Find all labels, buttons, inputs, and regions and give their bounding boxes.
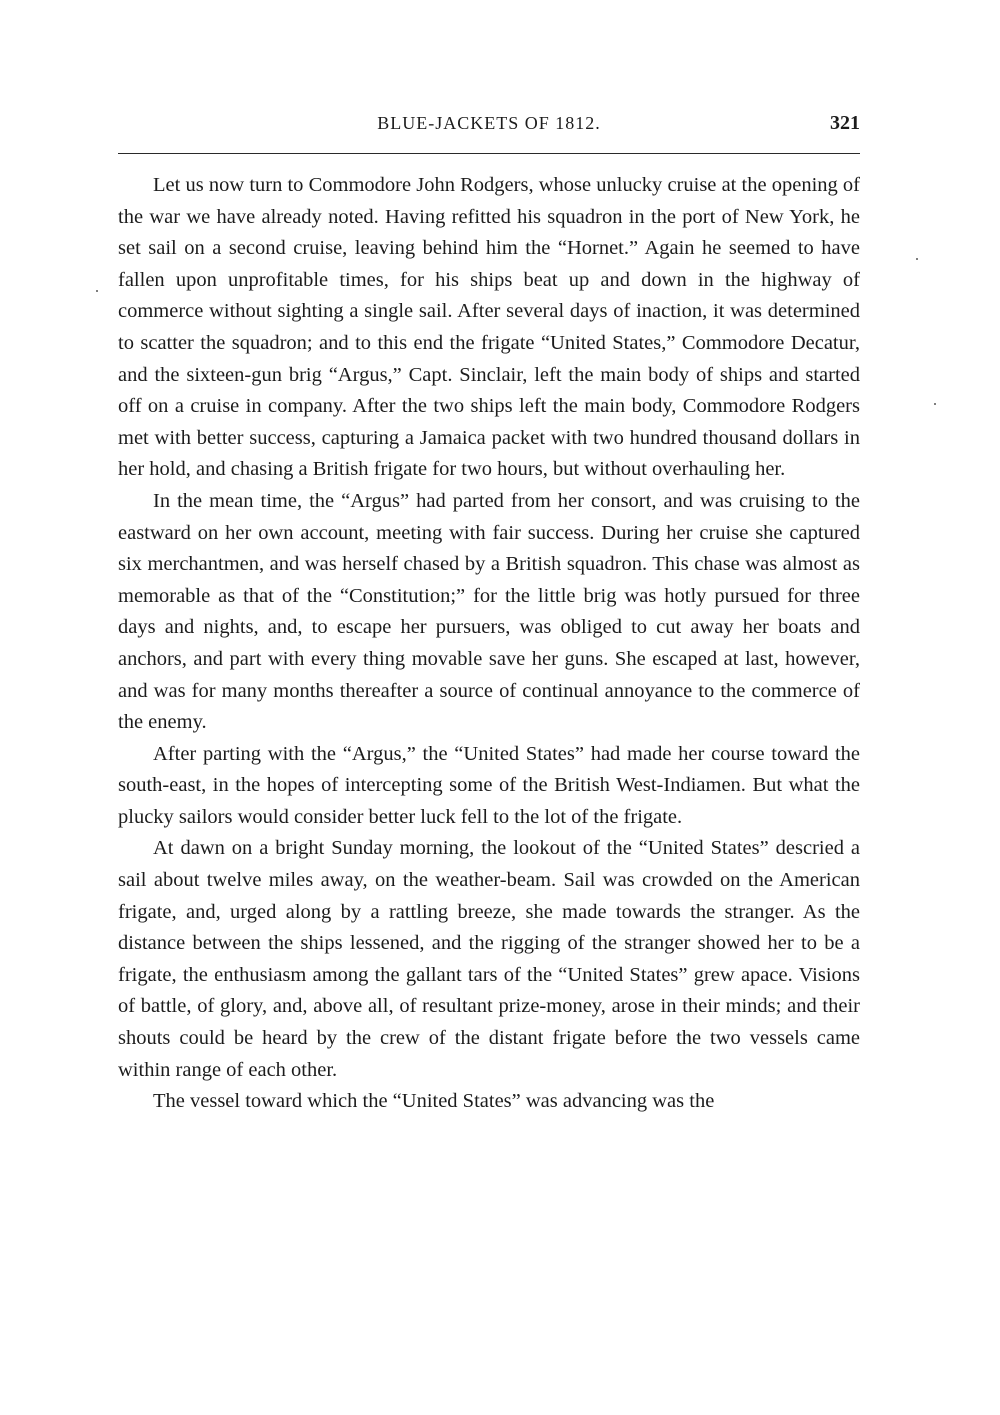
print-speck [96,290,98,292]
page-header [118,108,860,138]
print-speck [934,403,936,405]
paragraph: After parting with the “Argus,” the “United States” had made her course toward the south-east, in the hopes of intercepting some of the British West-Indiamen. But what the plucky sailors would consider better luck fell to the lot of the frigate. [118,742,860,828]
body-text [118,170,860,1118]
page-number: 321 [830,112,860,134]
print-speck [916,258,918,260]
paragraph: At dawn on a bright Sunday morning, the lookout of the “United States” descried a sail about twelve miles away, on the weather-beam. Sail was crowded on the American frigate, and, urged along by a rattling breeze, she made towards the stranger. As the distance between the ships lessened, and the rigging of the stranger showed her to be a frigate, the enthusiasm among the gallant tars of the “United States” grew apace. Visions of battle, of glory, and, above all, of resultant prize-money, arose in their minds; and their shouts could be heard by the crew of the distant frigate before the two vessels came within range of each other. [118,837,860,1081]
paragraph: Let us now turn to Commodore John Rodgers, whose unlucky cruise at the opening of the war we have already noted. Having refitted his squadron in the port of New York, he set sail on a second cruise, leaving behind him the “Hornet.” Again he seemed to have fallen upon unprofitable times, for his ships beat up and down in the highway of commerce without sighting a single sail. After several days of inaction, it was determined to scatter the squadron; and to this end the frigate “United States,” Commodore Decatur, and the sixteen-gun brig “Argus,” Capt. Sinclair, left the main body of ships and started off on a cruise in company. After the two ships left the main body, Commodore Rodgers met with better success, capturing a Jamaica packet with two hundred thousand dollars in her hold, and chasing a British frigate for two hours, but without overhauling her. [118,174,860,481]
paragraph: The vessel toward which the “United States” was advancing was the [153,1090,715,1113]
header-rule [118,153,860,154]
running-title: BLUE-JACKETS OF 1812. [377,113,601,133]
paragraph: In the mean time, the “Argus” had parted from her consort, and was cruising to the eastward on her own account, meeting with fair success. During her cruise she captured six merchantmen, and was herself chased by a British squadron. This chase was almost as memorable as that of the “Constitution;” for the little brig was hotly pursued for three days and nights, and, to escape her pursuers, was obliged to cut away her boats and anchors, and part with every thing movable save her guns. She escaped at last, however, and was for many months thereafter a source of continual annoyance to the commerce of the enemy. [118,489,860,734]
